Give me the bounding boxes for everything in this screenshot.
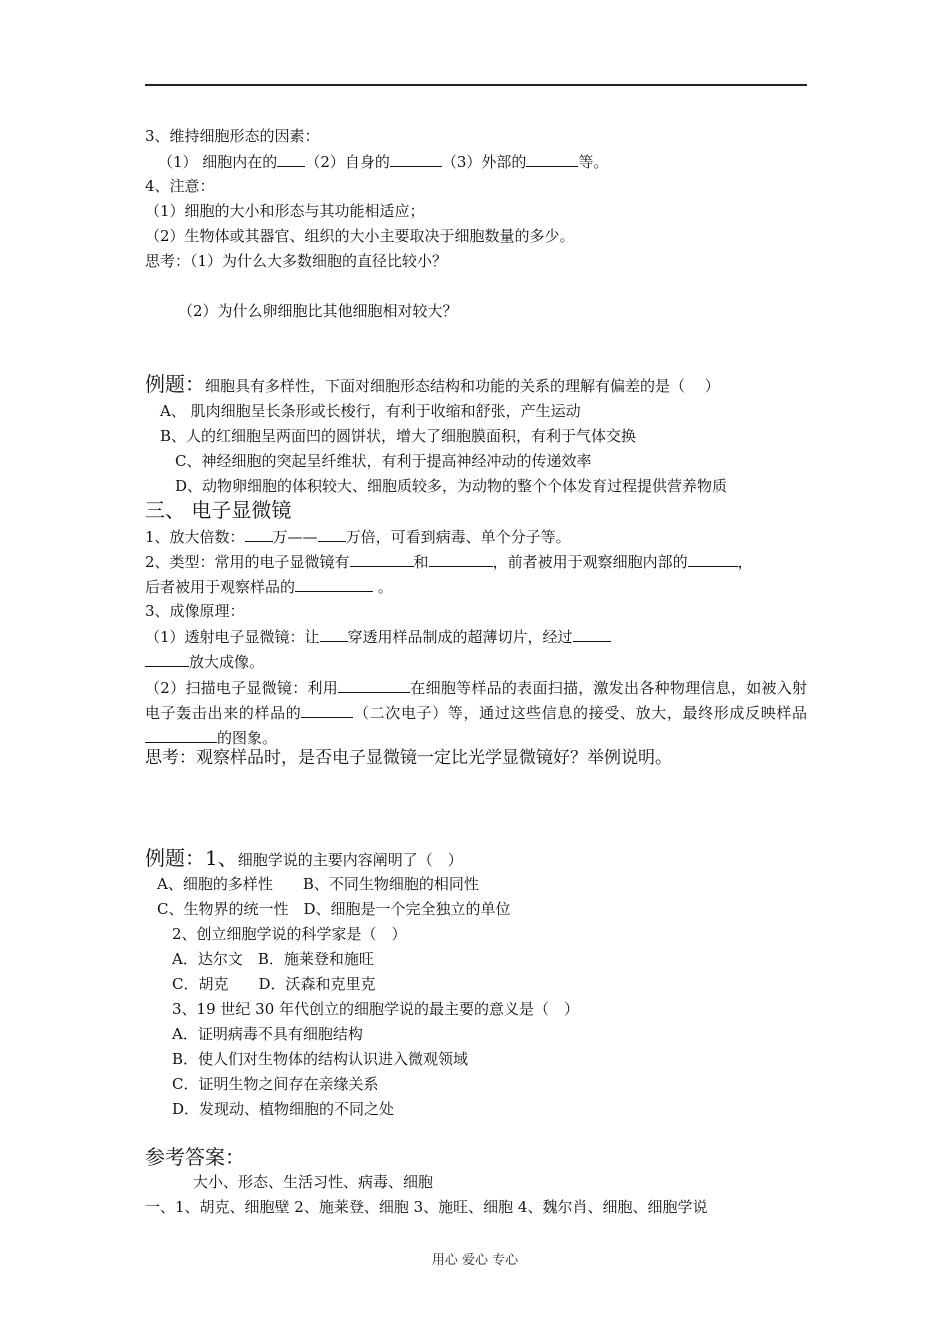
blank xyxy=(318,526,346,542)
answers-heading: 参考答案： xyxy=(145,1145,245,1169)
example2-q2-ab: A．达尔文 B．施莱登和施旺 xyxy=(172,950,374,968)
example2-q3-b: B．使人们对生物体的结构认识进入微观领域 xyxy=(172,1050,469,1068)
answers-line-2: 一、1、胡克、细胞壁 2、施莱登、细胞 3、施旺、细胞 4、魏尔肖、细胞、细胞学说 xyxy=(145,1198,708,1216)
header-rule xyxy=(145,84,807,86)
section-heading-em: 三、 电子显微镜 xyxy=(145,498,292,522)
blank xyxy=(320,626,348,642)
text: （二次电子）等，通过这些信息的接受、放大，最终形成反映样品 xyxy=(353,704,807,722)
blank xyxy=(390,151,442,167)
page-footer: 用心 爱心 专心 xyxy=(431,1253,519,1268)
example2-q3-d: D．发现动、植物细胞的不同之处 xyxy=(172,1100,395,1118)
think-q2: （2）为什么卵细胞比其他细胞相对较大？ xyxy=(178,302,458,320)
em-principle-title: 3、成像原理： xyxy=(145,602,245,620)
s3-d: 等。 xyxy=(578,153,609,171)
blank xyxy=(145,651,189,667)
text: 和 xyxy=(413,553,429,571)
example1-label: 例题： xyxy=(145,372,205,396)
blank xyxy=(526,151,578,167)
example2-q2: 2、创立细胞学说的科学家是（ ） xyxy=(172,925,407,943)
s3-c: （3）外部的 xyxy=(441,153,527,171)
em-types-cont xyxy=(145,576,393,597)
text: 细胞学说的主要内容阐明了（ ） xyxy=(237,851,463,869)
text: 万倍，可看到病毒、单个分子等。 xyxy=(345,528,571,546)
example2-label: 例题：1、 xyxy=(145,846,238,870)
example1-option-b: B、人的红细胞呈两面凹的圆饼状，增大了细胞膜面积，有利于气体交换 xyxy=(160,427,637,445)
example1-option-c: C、神经细胞的突起呈纤维状，有利于提高神经冲动的传递效率 xyxy=(175,452,592,470)
blank xyxy=(573,626,611,642)
text: （2）扫描电子显微镜：利用 xyxy=(145,679,339,697)
blank xyxy=(429,551,493,567)
text: 在细胞等样品的表面扫描，激发出各种物理信息，如被入射电子轰击出来的样品的 xyxy=(145,679,807,722)
blank xyxy=(295,576,373,592)
example2-q1-ab: A、细胞的多样性 B、不同生物细胞的相同性 xyxy=(157,875,479,893)
blank xyxy=(245,526,273,542)
s4-item-1: （1）细胞的大小和形态与其功能相适应； xyxy=(145,202,425,220)
think-q1: 思考：（1）为什么大多数细胞的直径比较小？ xyxy=(145,252,448,270)
text: （1）透射电子显微镜：让 xyxy=(145,628,320,646)
example2-q3-a: A．证明病毒不具有细胞结构 xyxy=(172,1025,363,1043)
text: 放大成像。 xyxy=(189,653,265,671)
s3-title: 3、维持细胞形态的因素： xyxy=(145,127,320,145)
text: 2、类型：常用的电子显微镜有 xyxy=(145,553,350,571)
text: 1、放大倍数： xyxy=(145,528,245,546)
blank xyxy=(688,551,738,567)
s3-line xyxy=(158,151,608,172)
em-principle-1-cont xyxy=(145,651,264,672)
s3-b: （2）自身的 xyxy=(305,153,390,171)
example2-q3-c: C．证明生物之间存在亲缘关系 xyxy=(172,1075,379,1093)
blank xyxy=(301,702,353,718)
example2-q1 xyxy=(145,848,463,870)
em-principle-1 xyxy=(145,626,611,647)
text: 穿透用样品制成的超薄切片，经过 xyxy=(347,628,573,646)
example1-option-a: A、 肌肉细胞呈长条形或长梭行，有利于收缩和舒张，产生运动 xyxy=(160,402,581,420)
em-think: 思考：观察样品时，是否电子显微镜一定比光学显微镜好？举例说明。 xyxy=(145,748,672,768)
example1-option-d: D、动物卵细胞的体积较大、细胞质较多，为动物的整个个体发育过程提供营养物质 xyxy=(175,477,728,495)
example2-q1-cd: C、生物界的统一性 D、细胞是一个完全独立的单位 xyxy=(157,900,511,918)
s4-title: 4、注意： xyxy=(145,177,215,195)
example1-question xyxy=(145,374,720,396)
text: 后者被用于观察样品的 xyxy=(145,578,296,596)
s3-a: （1） 细胞内在的 xyxy=(158,153,278,171)
text: ， xyxy=(737,553,753,571)
blank xyxy=(338,677,410,693)
text: ，前者被用于观察细胞内部的 xyxy=(492,553,688,571)
example2-q3: 3、19 世纪 30 年代创立的细胞学说的最主要的意义是（ ） xyxy=(172,1000,580,1018)
blank xyxy=(350,551,414,567)
answers-line-1: 大小、形态、生活习性、病毒、细胞 xyxy=(193,1173,434,1191)
example2-q2-cd: C．胡克 D．沃森和克里克 xyxy=(172,975,376,993)
em-magnification xyxy=(145,526,571,547)
blank xyxy=(277,151,305,167)
blank xyxy=(145,727,217,743)
example1-text: 细胞具有多样性，下面对细胞形态结构和功能的关系的理解有偏差的是（ ） xyxy=(205,377,720,395)
text: 万—— xyxy=(272,528,318,546)
em-types xyxy=(145,551,753,572)
text: 。 xyxy=(373,578,393,596)
em-principle-2 xyxy=(145,676,807,751)
text: 的图象。 xyxy=(217,729,278,747)
s4-item-2: （2）生物体或其器官、组织的大小主要取决于细胞数量的多少。 xyxy=(145,227,575,245)
